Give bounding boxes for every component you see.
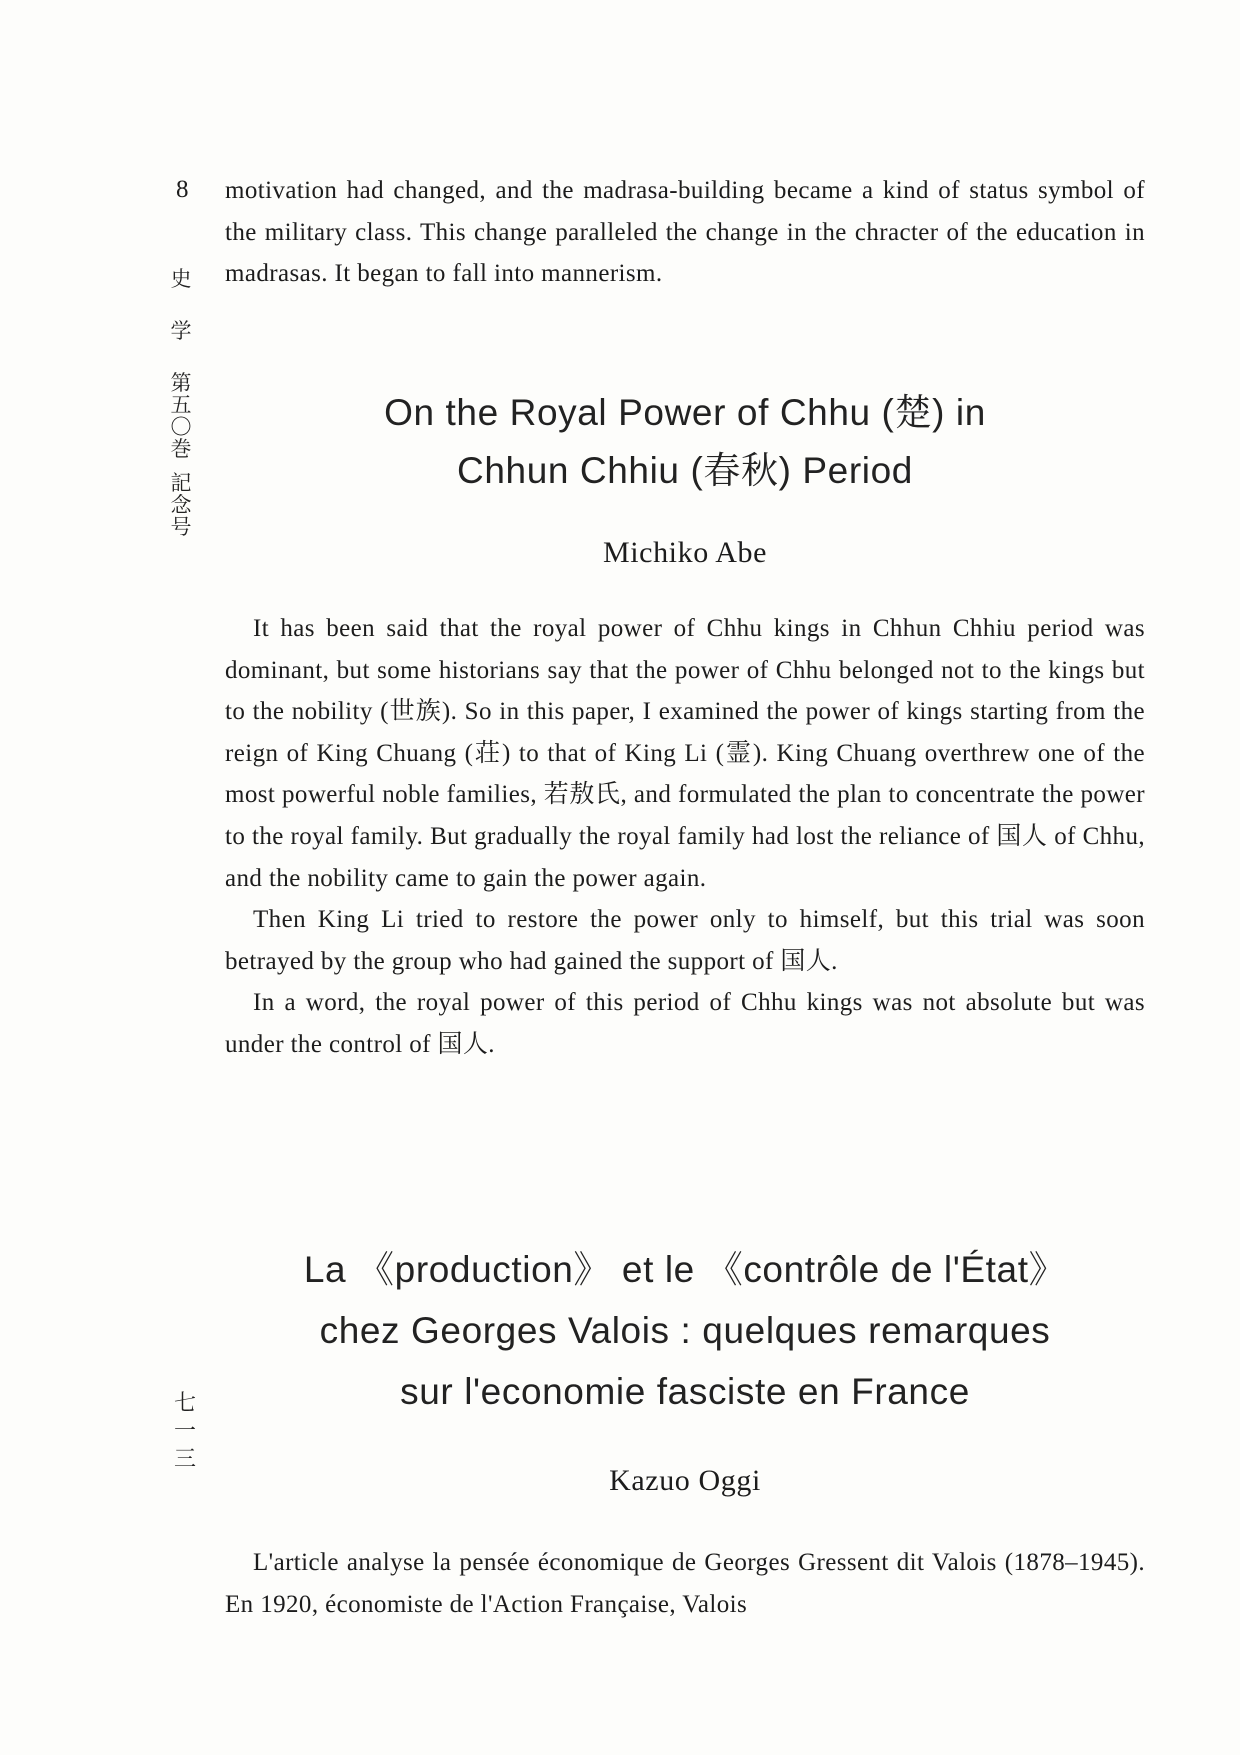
abstract-paragraph: L'article analyse la pensée économique de Georges Gressent dit Valois (1878–1945). En 1920, économiste de l'Action Française, Valois (225, 1549, 1145, 1618)
spine-char: 念 (170, 493, 192, 517)
article1-title-line: On the Royal Power of Chhu (楚) in (384, 392, 986, 433)
journal-spine-label (168, 268, 194, 538)
page-number-kanji (172, 1390, 198, 1474)
article2-title (230, 1239, 1140, 1422)
intro-paragraph-block (225, 170, 1145, 295)
intro-paragraph: motivation had changed, and the madrasa-building became a kind of status symbol of the military class. This change paralleled the change in the chracter of the education in madrasas. It began to fall into mannerism. (225, 177, 1145, 288)
article2-title-line: sur l'economie fasciste en France (400, 1371, 970, 1412)
article1-author: Michiko Abe (602, 536, 768, 569)
page-number: 8 (176, 176, 189, 203)
abstract-paragraph: It has been said that the royal power of Chhu kings in Chhun Chhiu period was dominant, but some historians say that the power of Chhu belonged not to the kings but to the nobility (世族). So in this paper, I examined the power of kings starting from the reign of King Chuang (荘) to that of King Li (霊). King Chuang overthrew one of the most powerful noble families, 若敖氏, and formulated the plan to concentrate the power to the royal family. But gradually the royal family had lost the reliance of 国人 of Chhu, and the nobility came to gain the power again. (225, 615, 1145, 892)
spine-char: 号 (170, 515, 192, 539)
spine-char: 三 (173, 1447, 196, 1472)
abstract-paragraph: Then King Li tried to restore the power only to himself, but this trial was soon betrayed by the group who had gained the support of 国人. (225, 906, 1145, 975)
spine-char: 第 (170, 371, 192, 395)
abstract-paragraph: In a word, the royal power of this period of Chhu kings was not absolute but was under the control of 国人. (225, 989, 1145, 1058)
spine-char: 七 (173, 1391, 196, 1416)
article2-author: Kazuo Oggi (609, 1464, 761, 1497)
spine-char: 学 (170, 319, 192, 343)
spine-char: 〇 (170, 415, 192, 439)
article1-title-line: Chhun Chhiu (春秋) Period (457, 450, 913, 491)
article1-title (230, 384, 1140, 500)
article2-abstract (225, 1542, 1145, 1625)
article1-abstract (225, 608, 1145, 1066)
article2-title-line: chez Georges Valois : quelques remarques (319, 1310, 1051, 1351)
spine-char: 五 (170, 393, 192, 417)
spine-char: 記 (170, 471, 192, 495)
spine-char: 巻 (170, 437, 192, 461)
spine-char: 一 (173, 1419, 196, 1444)
spine-char: 史 (170, 267, 192, 291)
article2-title-line: La 《production》 et le 《contrôle de l'État》 (303, 1249, 1067, 1290)
